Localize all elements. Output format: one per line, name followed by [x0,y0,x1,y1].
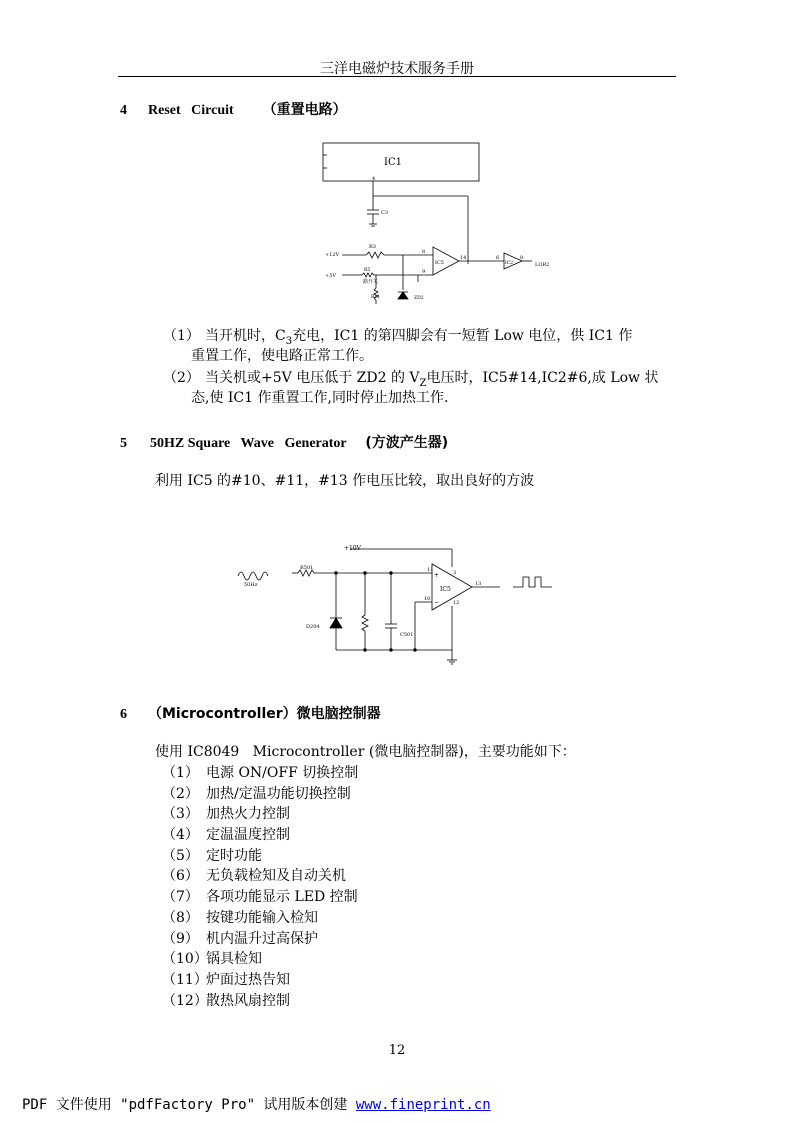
pin3-label: 3 [453,570,457,576]
pin10-label: 10 [424,596,431,602]
input-waveform [238,572,268,580]
list-item-text: 锅具检知 [206,951,262,968]
list-item-index: （8） [162,909,199,926]
note2-text-a: 当关机或+5V 电压低于 ZD2 的 V [205,370,420,386]
section4-number: 4 [120,103,127,118]
list-item-text: 各项功能显示 LED 控制 [206,889,358,906]
section6-number: 6 [120,707,127,722]
pin8-label: 8 [422,249,426,255]
section5-title-cn: (方波产生器) [365,435,449,451]
note2-text-b: 电压时，IC5#14,IC2#6,成 Low 状 [426,370,659,386]
list-item-text: 加热/定温功能切换控制 [206,785,351,802]
list-item [162,763,358,784]
page-number: 12 [388,1043,406,1058]
list-item [162,866,358,887]
output-square-waveform [513,577,552,587]
header-rule [118,76,676,77]
pdf-footer [22,1094,491,1114]
plus5v-label: +5V [325,273,336,279]
pin6-label: 6 [496,255,500,261]
section5-heading [120,432,448,452]
section4-title-en: Reset Circuit [148,103,234,118]
list-item [162,887,358,908]
list-item-text: 炉面过热告知 [206,971,290,988]
section5-number: 5 [120,436,127,451]
footer-text: PDF 文件使用 "pdfFactory Pro" 试用版本创建 [22,1097,356,1113]
list-item-index: （3） [162,806,199,823]
list-item-index: （2） [162,785,199,802]
reset-circuit-diagram [318,140,580,304]
list-item [162,825,358,846]
section6-title-cn: 微电脑控制器 [296,706,381,722]
list-item [162,949,358,970]
list-item-index: （1） [162,765,199,781]
list-item-text: 定时功能 [206,847,262,864]
section5-description: 利用 IC5 的#10、#11，#13 作电压比较，取出良好的方波 [155,473,535,489]
note2-line2: 态,使 IC1 作重置工作,同时停止加热工作. [191,390,449,406]
ic5-label: IC5 [435,260,444,266]
section6-intro: 使用 IC8049 Microcontroller (微电脑控制器)，主要功能如下： [155,744,576,760]
note1-line2: 重置工作，使电路正常工作。 [191,348,373,364]
pin12-label: 12 [453,600,460,606]
svg-text:−: − [434,599,440,606]
r3-label: R3 [369,244,376,250]
pin14-label: 14 [460,255,467,261]
section5-title-en: 50HZ Square Wave Generator [150,436,347,451]
list-item-text: 无负载检知及自动关机 [206,868,346,885]
note1-text-a: 当开机时，C [205,328,286,344]
list-item-index: （4） [162,827,199,844]
list-item [162,804,358,825]
list-item [162,991,358,1012]
r501-label: R501 [300,565,314,571]
zd2-label: ZD2 [414,296,424,301]
list-item-index: （5） [162,847,199,864]
list-item-text: 散热风扇控制 [206,992,290,1009]
pin11-label: 11 [427,567,434,573]
pin13-label: 13 [475,581,482,587]
footer-link[interactable]: www.fineprint.cn [355,1097,491,1113]
pin8b-label: 8 [520,255,524,261]
d204-label: D204 [306,624,320,630]
note2-subscript: Z [419,377,427,389]
c3-label: C3 [381,210,389,216]
pin9-label: 9 [422,269,426,275]
list-item-index: （12） [162,992,208,1009]
plus12v-label: +12V [325,252,340,258]
plus10v-label: +10V [344,545,361,552]
list-item [162,846,358,867]
switch-label: 路开关 [363,279,379,285]
section4-title-cn: （重置电路） [262,102,347,118]
list-item [162,784,358,805]
r11-label: R11 [371,295,381,300]
list-item-index: （7） [162,889,199,906]
list-item-index: （6） [162,868,199,885]
list-item-text: 机内温升过高保护 [206,930,318,947]
section6-title-en: （Microcontroller） [148,706,297,722]
list-item [162,908,358,929]
square-wave-diagram [234,540,560,668]
pin4-label: 4 [372,176,376,182]
note1-index: （1） [163,328,200,344]
list-item-text: 电源 ON/OFF 切换控制 [206,765,359,781]
section6-heading [120,703,381,723]
ic1-label: IC1 [384,157,402,168]
function-list [162,763,358,1011]
hz50-label: 50Hz [244,582,258,588]
svg-text:+: + [434,572,440,579]
list-item-index: （10） [162,951,208,968]
note1-subscript: 3 [285,335,293,347]
ic5-label-2: IC5 [440,586,451,593]
section4-heading [120,99,347,119]
list-item-text: 按键功能输入检知 [206,909,318,926]
list-item-index: （11） [162,971,208,988]
list-item-index: （9） [162,930,199,947]
c501-label: C501 [400,632,414,638]
r5-label: R5 [364,268,371,273]
list-item-text: 定温温度控制 [206,827,290,844]
note1-text-b: 充电，IC1 的第四脚会有一短暂 Low 电位，供 IC1 作 [292,328,633,344]
list-item [162,970,358,991]
note2-index: （2） [163,370,200,386]
page-header: 三洋电磁炉技术服务手册 [320,61,474,77]
list-item-text: 加热火力控制 [206,806,290,823]
ic2-label: IC2 [505,261,514,266]
list-item [162,929,358,950]
lor2-label: LOR2 [535,262,550,268]
